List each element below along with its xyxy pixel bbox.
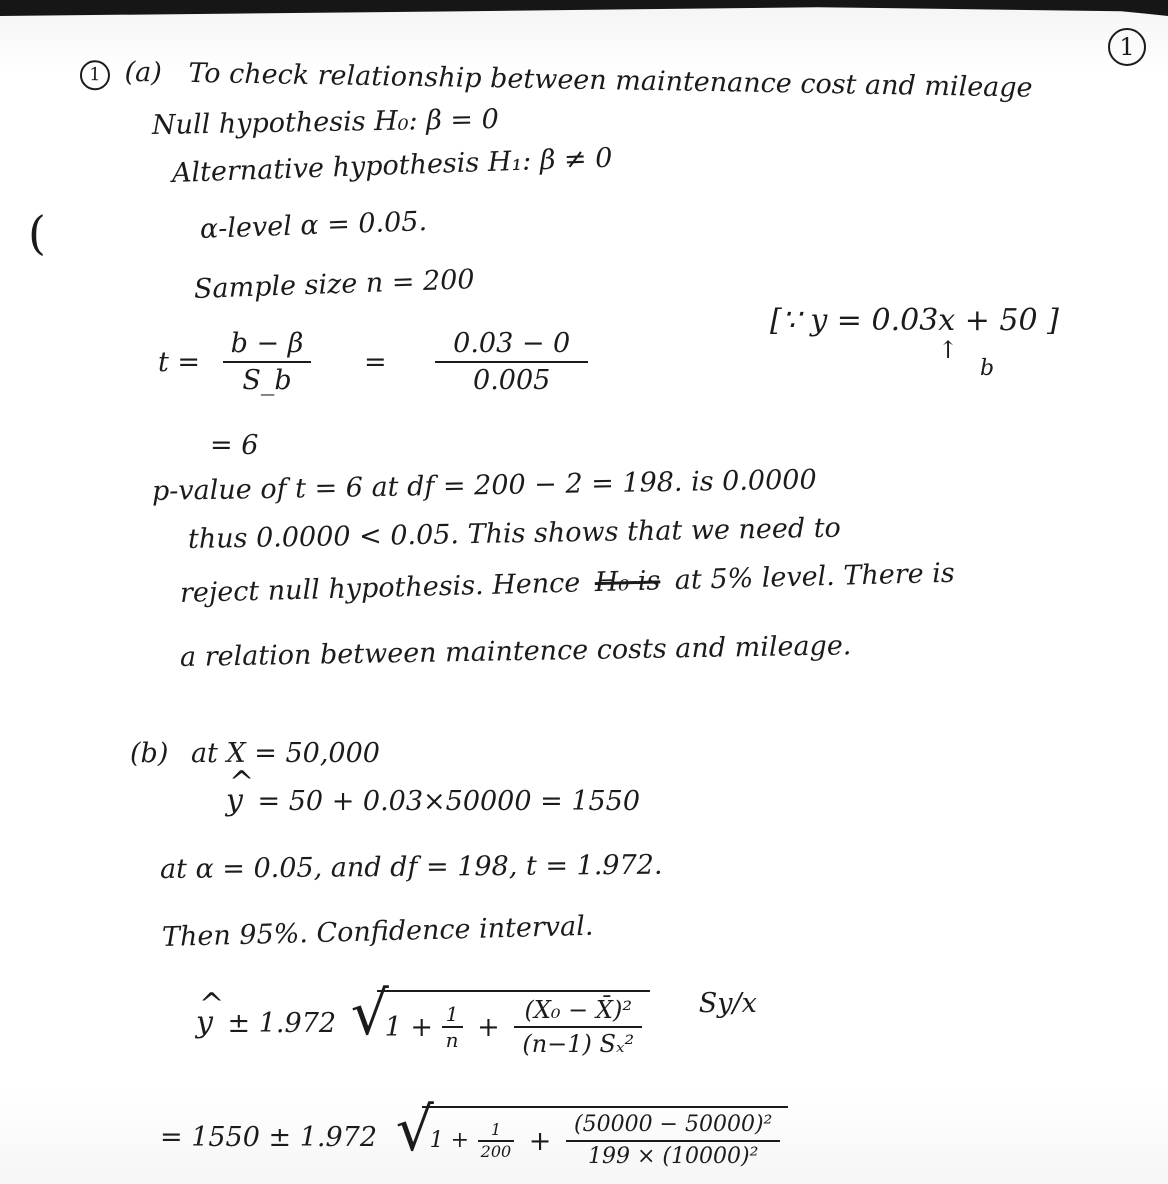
conclusion-line-3: a relation between maintence costs and mileage. [179,630,852,673]
margin-bracket: ( [28,206,46,260]
conclusion-line-2: reject null hypothesis. Hence H₀ is at 5% level. There is [179,557,956,609]
coefficient-b-label: b [980,356,995,381]
t-fraction-values: $\frac{0.03 - 0}{0.005}$ [435,330,588,394]
x-value: at X = 50,000 [190,738,380,769]
arrow-up-icon: ↑ [938,336,959,364]
alpha-level: α-level α = 0.05. [199,206,428,245]
p-value-line: p-value of t = 6 at df = 200 − 2 = 198. is 0.0000 [151,464,817,507]
t-result: = 6 [210,430,259,461]
conclusion-line-1: thus 0.0000 < 0.05. This shows that we need to [187,512,842,555]
null-hypothesis: Null hypothesis H₀: β = 0 [151,103,500,141]
sample-size: Sample size n = 200 [193,264,476,305]
page-top-shadow [0,0,1168,16]
t-fraction: $\frac{b - \beta}{S\_b}$ [223,330,312,394]
part-a-label: (a) [124,56,163,89]
part-a-heading-line [80,58,1033,107]
yhat-symbol: ^ y [226,786,243,816]
critical-value-line: at α = 0.05, and df = 198, t = 1.972. [159,849,663,885]
page-number: 1 [1108,28,1146,66]
regression-model-note: [∵ y = 0.03x + 50 ] [770,303,1059,338]
ci-formula: ^ y ± 1.972 √ 1 + $\frac{1}{n}$ + $\frac{\text{(X₀ − X̄)²}}{\text{(n−1) Sₓ²}}$ Sy/x [196,990,757,1056]
part-a-heading: To check relationship between maintenance cost and mileage [188,57,1033,104]
part-b-label: (b) [130,738,169,769]
struck-text: H₀ is [594,565,661,599]
confidence-interval-intro: Then 95%. Confidence interval. [161,910,594,953]
yhat-calculation: ^ y = 50 + 0.03×50000 = 1550 [226,786,640,816]
t-statistic: t = $\frac{b - \beta}{S\_b}$ = $\frac{0.03 - 0}{0.005}$ [158,330,588,394]
ci-sqrt: √ 1 + $\frac{1}{n}$ + $\frac{\text{(X₀ − X̄)²}}{\text{(n−1) Sₓ²}}$ [351,990,650,1056]
part-b-line [130,740,380,767]
question-marker: 1 [80,60,111,91]
alternative-hypothesis: Alternative hypothesis H₁: β ≠ 0 [171,142,613,189]
ci-substituted: = 1550 ± 1.972 √ 1 + $\frac{1}{200}$ + $\frac{\text{(50000 − 50000)²}}{\text{199 × (10000)²}}$ [160,1106,788,1168]
ci2-sqrt: √ 1 + $\frac{1}{200}$ + $\frac{\text{(50000 − 50000)²}}{\text{199 × (10000)²}}$ [396,1106,789,1168]
syx-label: Sy/x [698,988,757,1019]
